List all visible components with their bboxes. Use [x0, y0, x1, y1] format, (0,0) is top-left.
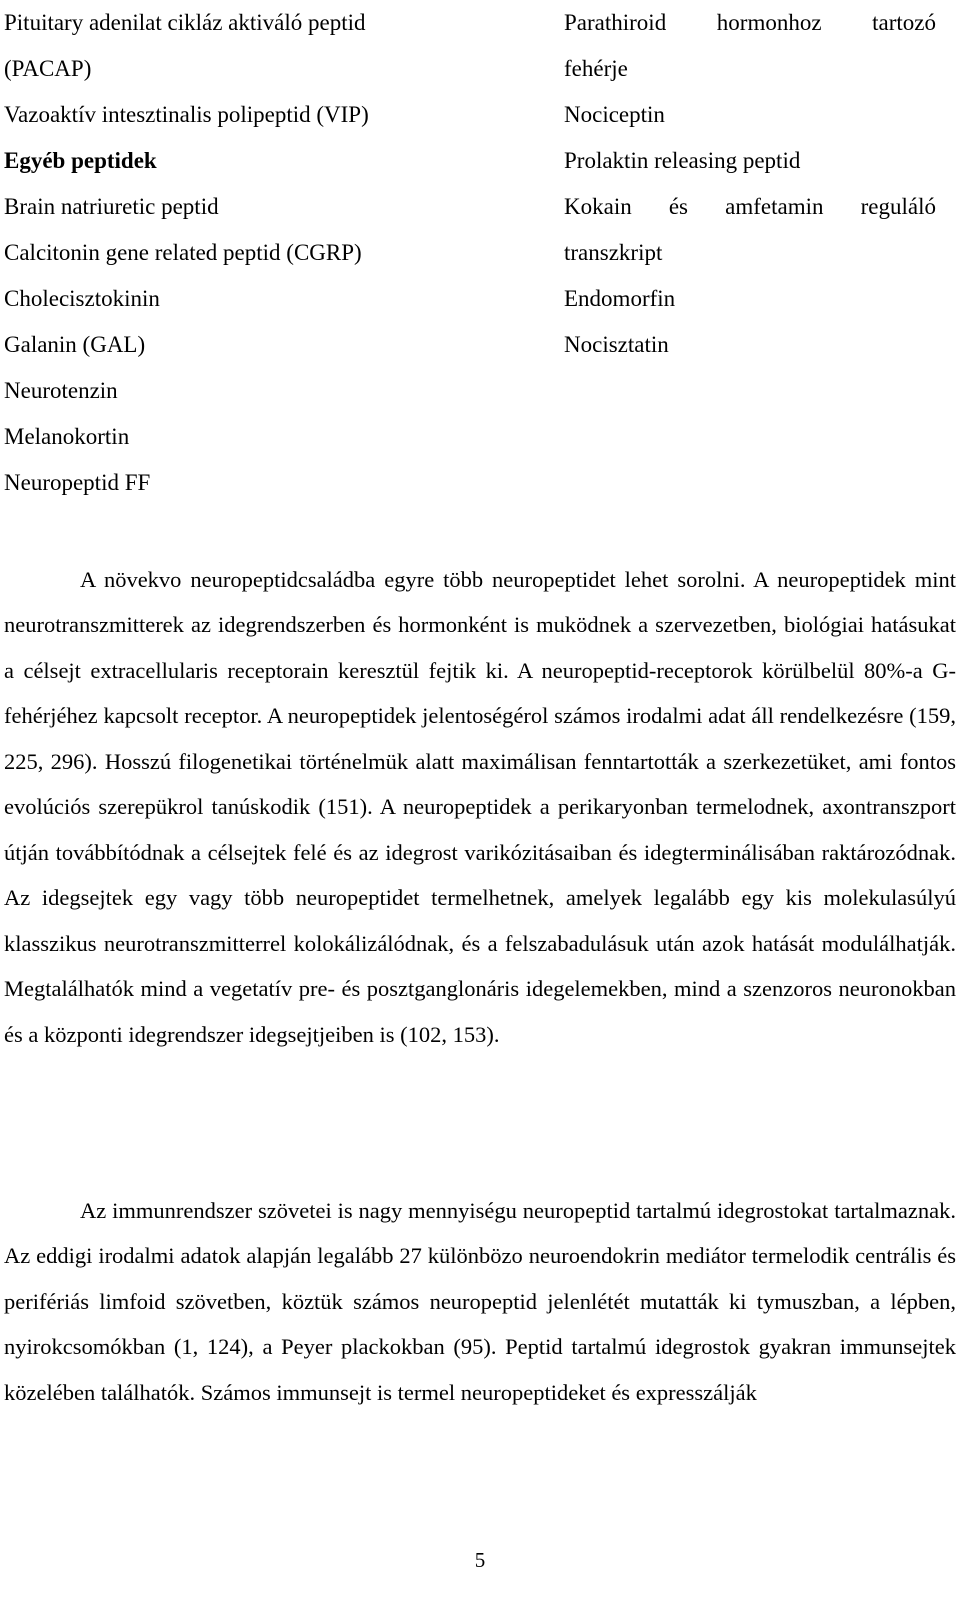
- right-list-word: amfetamin: [725, 194, 824, 219]
- body-paragraph-1: [4, 557, 956, 1058]
- right-list-item: [564, 0, 936, 46]
- paragraph-text: A növekvo neuropeptidcsaládba egyre több neuropeptidet lehet sorolni. A neuropeptidek mint neurotranszmitterek az idegrendszerben és hormonként is muködnek a szervezetben, biológiai hatásukat a célsejt extracellularis receptorain keresztül fejtik ki. A neuropeptid-receptorok körülbelül 80%-a G-fehérjéhez kapcsolt receptor. A neuropeptidek jelentoségérol számos irodalmi adat áll rendelkezésre (159, 225, 296). Hosszú filogenetikai történelmük alatt maximálisan fenntartották a szerkezetüket, ami fontos evolúciós szerepükrol tanúskodik (151). A neuropeptidek a perikaryonban termelodnek, axontranszport útján továbbítódnak a célsejtek felé és az idegrost varikózitásaiban és idegterminálisában raktározódnak. Az idegsejtek egy vagy több neuropeptidet termelhetnek, amelyek legalább egy kis molekulasúlyú klasszikus neurotranszmitterrel kolokálizálódnak, és a felszabadulásuk után azok hatását modulálhatják. Megtalálhatók mind a vegetatív pre- és posztganglonáris idegelemekben, mind a szenzoros neuronokban és a központi idegrendszer idegsejtjeiben is (102, 153).: [4, 566, 956, 1047]
- left-list-heading: Egyéb peptidek: [4, 148, 157, 173]
- peptide-list-columns: [4, 0, 956, 506]
- right-list-word: Kokain: [564, 194, 632, 219]
- left-peptide-list: [4, 0, 564, 506]
- right-list-word: tartozó: [872, 10, 936, 35]
- right-list-item: Prolaktin releasing peptid: [564, 148, 801, 173]
- right-list-item: [564, 184, 936, 230]
- right-list-item: Nocisztatin: [564, 332, 669, 357]
- right-list-word: hormonhoz: [716, 10, 822, 35]
- left-list-item: Galanin (GAL): [4, 332, 146, 357]
- left-list-item: Brain natriuretic peptid: [4, 194, 219, 219]
- right-list-word: reguláló: [860, 194, 936, 219]
- right-peptide-list: [564, 0, 936, 506]
- paragraph-text: Az immunrendszer szövetei is nagy mennyiségu neuropeptid tartalmú idegrostokat tartalmaznak. Az eddigi irodalmi adatok alapján legalább 27 különbözo neuroendokrin mediátor termelodik centrális és perifériás limfoid szövetben, köztük számos neuropeptid jelenlétét mutatták ki tymuszban, a lépben, nyirokcsomókban (1, 124), a Peyer plackokban (95). Peptid tartalmú idegrostok gyakran immunsejtek közelében találhatók. Számos immunsejt is termel neuropeptideket és expresszálják: [4, 1197, 956, 1405]
- left-list-item: Vazoaktív intesztinalis polipeptid (VIP): [4, 102, 369, 127]
- left-list-item: (PACAP): [4, 56, 92, 81]
- right-list-item: Endomorfin: [564, 286, 676, 311]
- right-list-word: Parathiroid: [564, 10, 667, 35]
- body-paragraph-2: [4, 1188, 956, 1416]
- right-list-item: fehérje: [564, 56, 628, 81]
- left-list-item: Neurotenzin: [4, 378, 118, 403]
- left-list-item: Cholecisztokinin: [4, 286, 160, 311]
- right-list-item: Nociceptin: [564, 102, 665, 127]
- left-list-item: Pituitary adenilat cikláz aktiváló peptid: [4, 10, 366, 35]
- left-list-item: Melanokortin: [4, 424, 130, 449]
- right-list-item: transzkript: [564, 240, 663, 265]
- right-list-word: és: [668, 194, 689, 219]
- page-number: 5: [474, 1548, 486, 1572]
- left-list-item: Calcitonin gene related peptid (CGRP): [4, 240, 362, 265]
- left-list-item: Neuropeptid FF: [4, 470, 151, 495]
